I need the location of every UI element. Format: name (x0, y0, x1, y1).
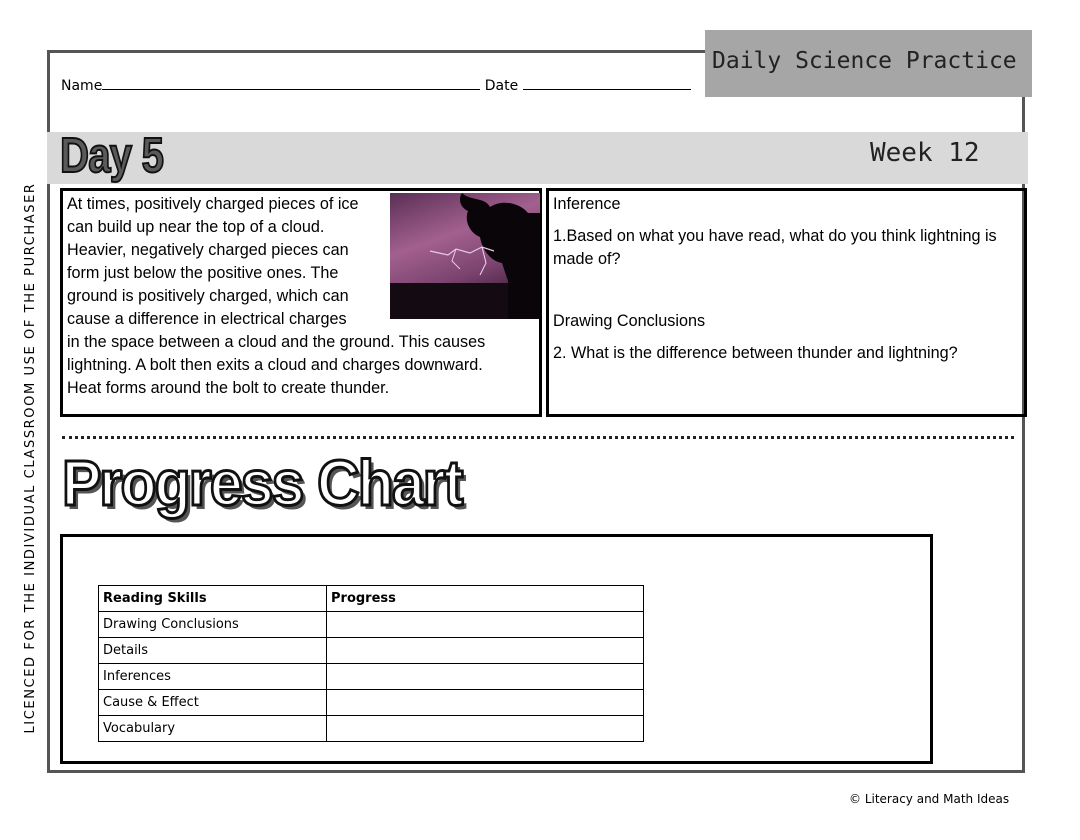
progress-cell[interactable] (327, 612, 644, 638)
progress-cell[interactable] (327, 716, 644, 742)
header-reading-skills: Reading Skills (99, 586, 327, 612)
progress-cell[interactable] (327, 638, 644, 664)
reading-skills-table (98, 585, 644, 742)
passage-line: At times, positively charged pieces of ice (67, 195, 359, 213)
copyright-notice: © Literacy and Math Ideas (849, 792, 1010, 806)
passage-line: Heat forms around the bolt to create thunder. (67, 379, 390, 397)
week-label: Week 12 (870, 138, 980, 168)
progress-cell[interactable] (327, 690, 644, 716)
name-field[interactable] (102, 75, 480, 90)
table-row (99, 664, 644, 690)
day-title: Day 5 (60, 129, 164, 183)
passage-line: Heavier, negatively charged pieces can (67, 241, 349, 259)
skill-cell: Details (99, 638, 327, 664)
table-row (99, 638, 644, 664)
question-2: 2. What is the difference between thunder and lightning? (553, 344, 958, 362)
passage-line: lightning. A bolt then exits a cloud and charges downward. (67, 356, 483, 374)
skill-cell: Vocabulary (99, 716, 327, 742)
worksheet-title: Daily Science Practice (705, 30, 1032, 97)
passage-line: cause a difference in electrical charges (67, 310, 347, 328)
name-date-row (61, 75, 691, 96)
questions-box (546, 188, 1027, 417)
skill-cell: Drawing Conclusions (99, 612, 327, 638)
progress-chart-title: Progress Chart (62, 447, 462, 519)
table-row (99, 690, 644, 716)
cut-line (62, 436, 1014, 439)
progress-cell[interactable] (327, 664, 644, 690)
question-1: 1.Based on what you have read, what do you think lightning is made of? (553, 227, 997, 268)
lightning-storm-image (390, 193, 540, 319)
table-row (99, 716, 644, 742)
date-field[interactable] (523, 75, 691, 90)
passage-line: can build up near the top of a cloud. (67, 218, 325, 236)
table-header-row (99, 586, 644, 612)
passage-line: ground is positively charged, which can (67, 287, 349, 305)
drawing-conclusions-heading: Drawing Conclusions (553, 312, 706, 330)
header-progress: Progress (327, 586, 644, 612)
date-label: Date (484, 78, 519, 94)
skill-cell: Cause & Effect (99, 690, 327, 716)
lightning-storm-picture (390, 193, 540, 319)
license-side-note: LICENCED FOR THE INDIVIDUAL CLASSROOM USE OF THE PURCHASER (23, 182, 38, 734)
skill-cell: Inferences (99, 664, 327, 690)
inference-heading: Inference (553, 195, 621, 213)
passage-line: in the space between a cloud and the ground. This causes (67, 333, 486, 351)
name-label: Name (61, 78, 103, 94)
table-row (99, 612, 644, 638)
passage-line: form just below the positive ones. The (67, 264, 339, 282)
